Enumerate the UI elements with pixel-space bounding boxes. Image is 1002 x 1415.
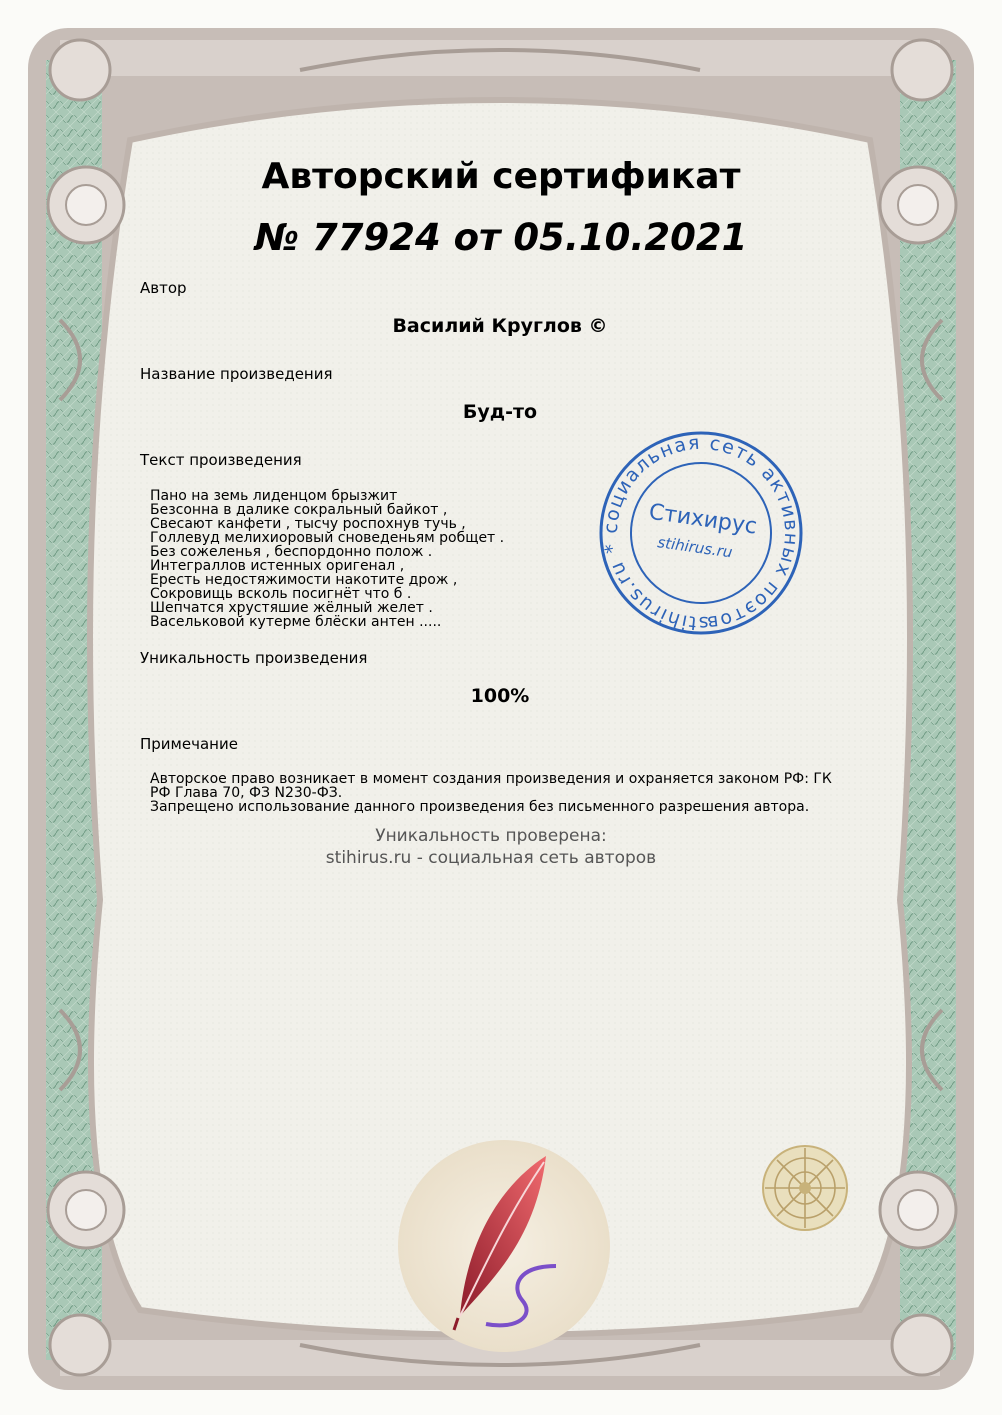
poem-line: Шепчатся хрустяшие жёлный желет . — [150, 600, 433, 616]
note-line-2: Запрещено использование данного произведения без письменного разрешения автора. — [150, 799, 810, 815]
poem-line: Интеграллов истенных оригенал , — [150, 558, 405, 574]
work-title-label: Название произведения — [140, 365, 333, 383]
uniqueness-label: Уникальность произведения — [140, 649, 368, 667]
stamp-ring-text: stihirus.ru * социальная сеть активных поэтов — [599, 431, 803, 635]
work-title: Буд-то — [462, 401, 538, 423]
quill-logo-icon — [396, 1138, 612, 1354]
verified-line-1: Уникальность проверена: — [375, 826, 607, 846]
verified-line-2: stihirus.ru - социальная сеть авторов — [325, 848, 657, 868]
note-line-1: Авторское право возникает в момент создания произведения и охраняется законом РФ: ГК РФ Глава 70, ФЗ N230-ФЗ. — [150, 771, 832, 801]
note-text — [150, 772, 850, 814]
author-name: Василий Круглов © — [392, 315, 608, 337]
poem-text — [150, 489, 504, 629]
stamp-center-url: stihirus.ru — [656, 533, 734, 562]
poem-line: Без сожеленья , беспордонно полож . — [150, 544, 433, 560]
note-label: Примечание — [140, 735, 238, 753]
poem-line: Голлевуд мелихиоровый сноведеньям робщет . — [150, 530, 505, 546]
poem-line: Пано на земь лиденцом брызжит — [150, 488, 398, 504]
poem-line: Сокровищь всколь посигнёт что б . — [150, 586, 412, 602]
poem-line: Свесают канфети , тысчу роспохнув тучь , — [150, 516, 466, 532]
certificate-title: Авторский сертификат — [261, 156, 741, 197]
stamp-center-name: Стихирус — [647, 499, 759, 540]
uniqueness-value: 100% — [470, 685, 530, 707]
work-text-label: Текст произведения — [140, 451, 302, 469]
poem-line: Безсонна в далике сокральный байкот , — [150, 502, 448, 518]
poem-line: Ересть недостяжимости накотите дрож , — [150, 572, 458, 588]
author-label: Автор — [140, 279, 187, 297]
stamp-icon — [596, 428, 806, 638]
rosette-icon — [760, 1143, 850, 1233]
poem-line: Васельковой кутерме блёски антен ..... — [150, 614, 442, 630]
certificate-number: № 77924 от 05.10.2021 — [254, 216, 748, 259]
